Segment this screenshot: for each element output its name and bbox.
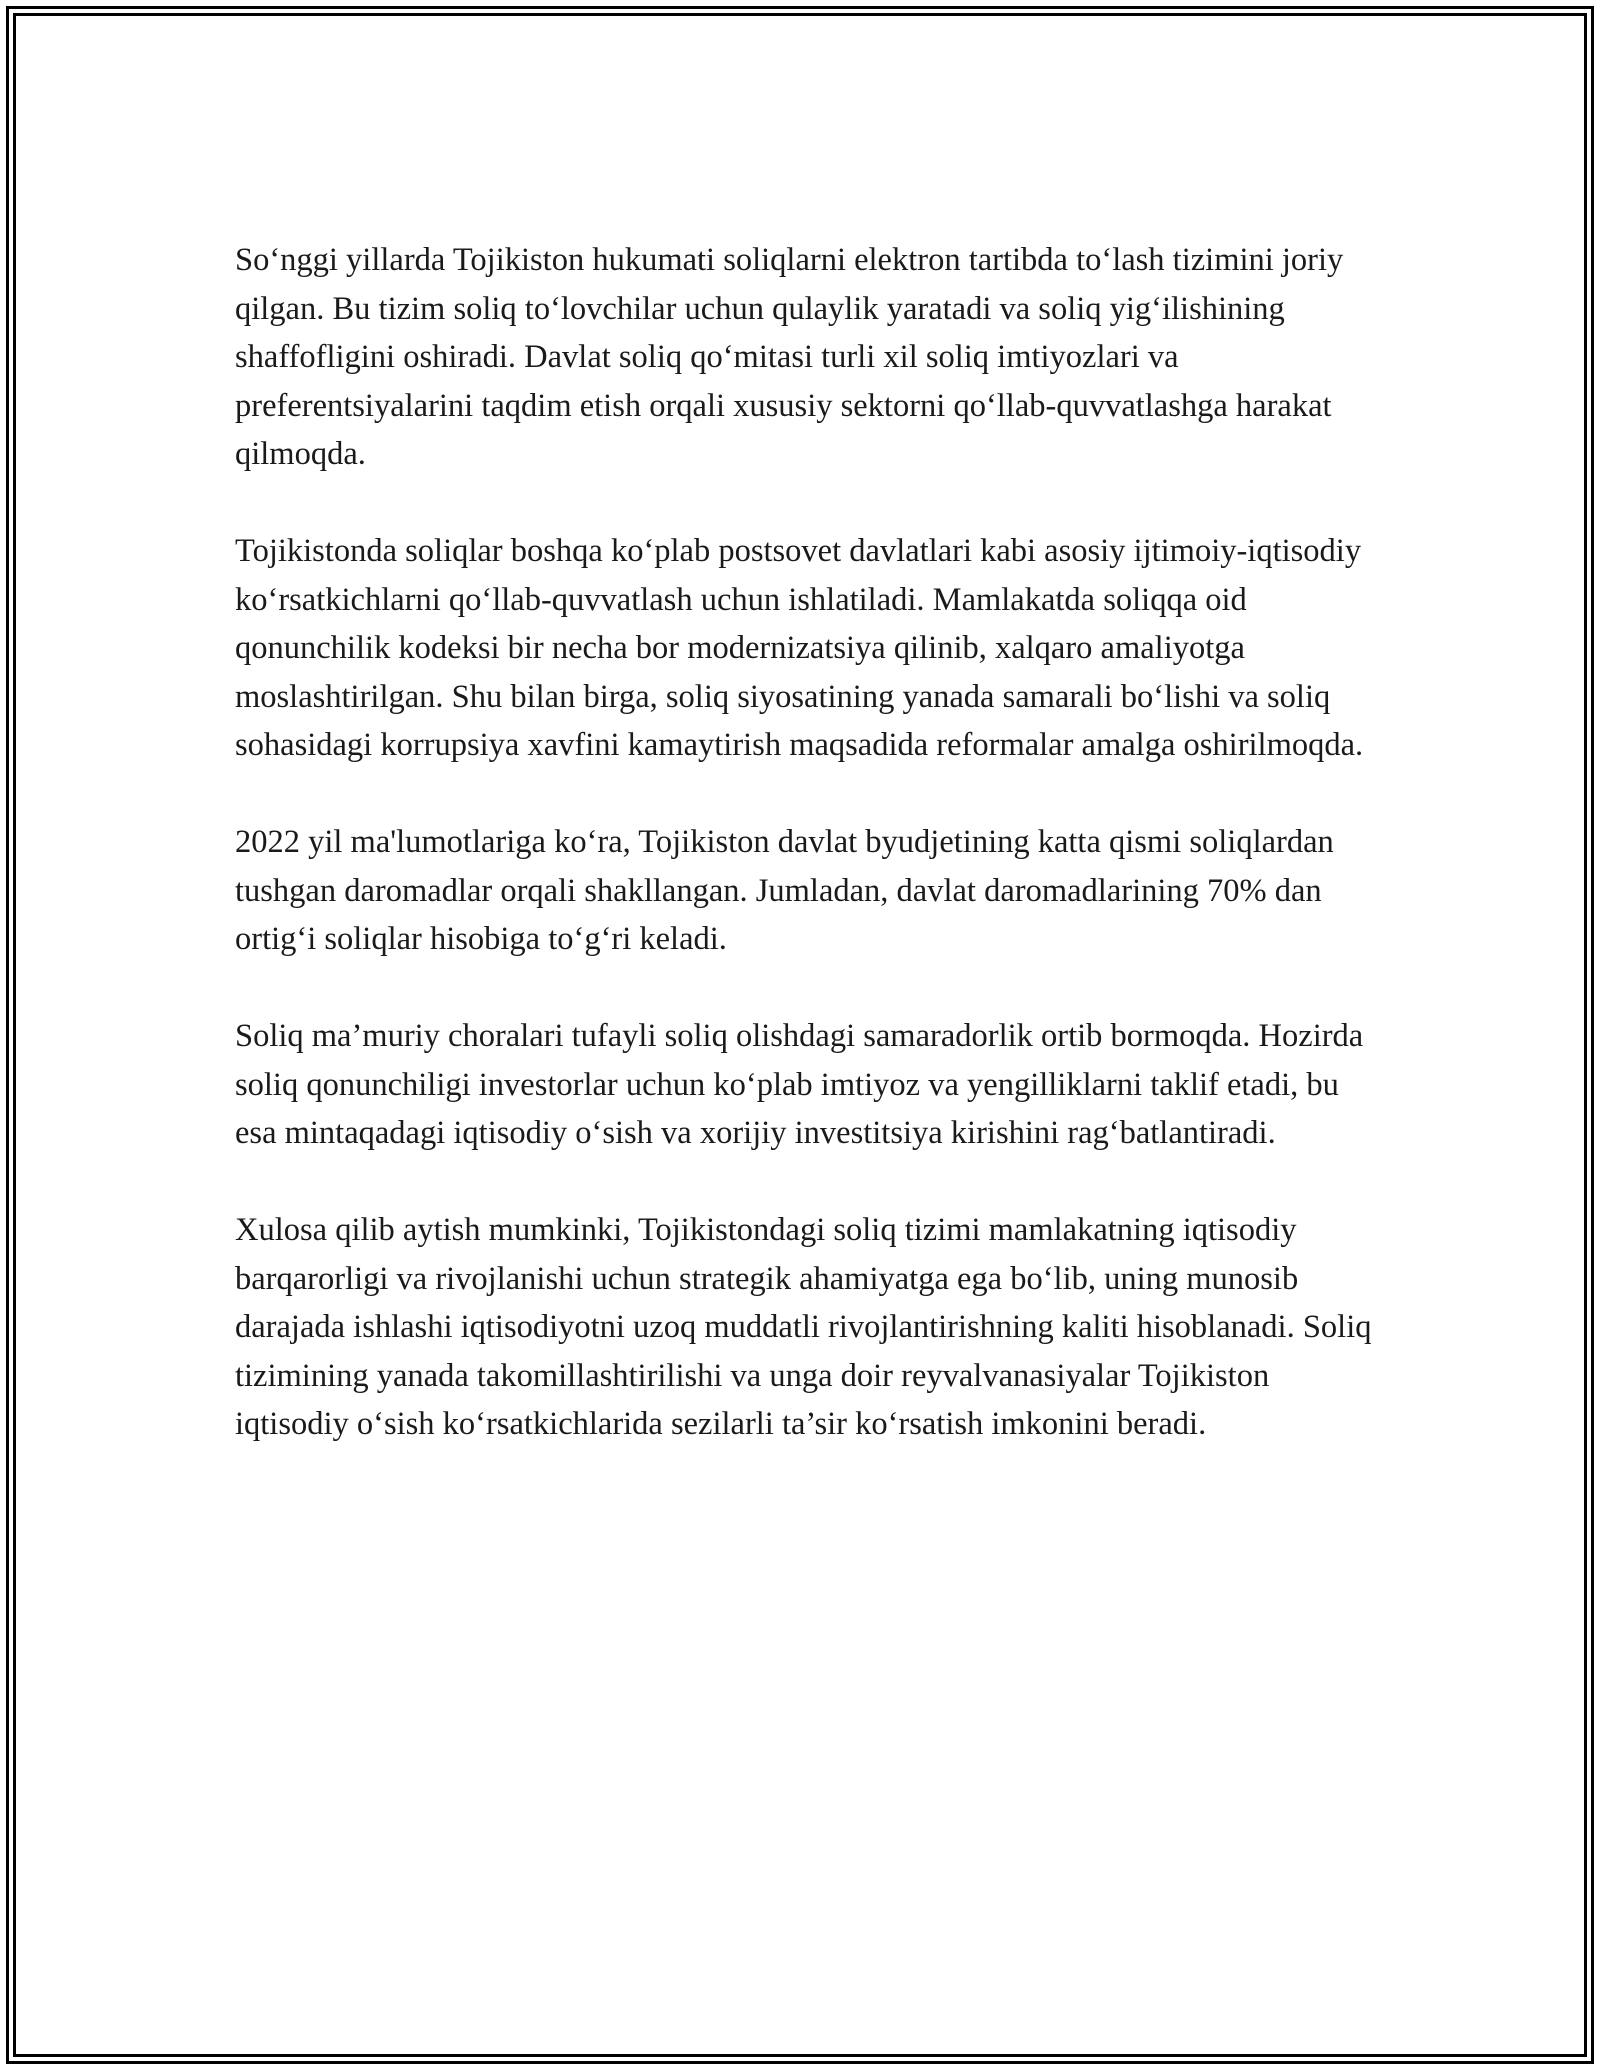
paragraph-4: Soliq ma’muriy choralari tufayli soliq olishdagi samaradorlik ortib bormoqda. Hozirda soliq qonunchiligi investorlar uchun ko‘plab imtiyoz va yengilliklarni taklif etadi, bu esa mintaqadagi iqtisodiy o‘sish va xorijiy investitsiya kirishini rag‘batlantiradi. bbox=[235, 1018, 1364, 1151]
paragraph-1: So‘nggi yillarda Tojikiston hukumati soliqlarni elektron tartibda to‘lash tizimini joriy qilgan. Bu tizim soliq to‘lovchilar uchun qulaylik yaratadi va soliq yig‘ilishining shaffofligini oshiradi. Davlat soliq qo‘mitasi turli xil soliq imtiyozlari va preferentsiyalarini taqdim etish orqali xususiy sektorni qo‘llab-quvvatlashga harakat qilmoqda. bbox=[235, 242, 1344, 472]
paragraph-3: 2022 yil ma'lumotlariga ko‘ra, Tojikiston davlat byudjetining katta qismi soliqlardan tushgan daromadlar orqali shakllangan. Jumladan, davlat daromadlarining 70% dan ortig‘i soliqlar hisobiga to‘g‘ri keladi. bbox=[235, 824, 1334, 957]
document-body bbox=[235, 236, 1375, 1449]
paragraph-2: Tojikistonda soliqlar boshqa ko‘plab postsovet davlatlari kabi asosiy ijtimoiy-iqtisodiy ko‘rsatkichlarni qo‘llab-quvvatlash uchun ishlatiladi. Mamlakatda soliqqa oid qonunchilik kodeksi bir necha bor modernizatsiya qilinib, xalqaro amaliyotga moslashtirilgan. Shu bilan birga, soliq siyosatining yanada samarali bo‘lishi va soliq sohasidagi korrupsiya xavfini kamaytirish maqsadida reformalar amalga oshirilmoqda. bbox=[235, 533, 1364, 763]
paragraph-5: Xulosa qilib aytish mumkinki, Tojikistondagi soliq tizimi mamlakatning iqtisodiy barqarorligi va rivojlanishi uchun strategik ahamiyatga ega bo‘lib, uning munosib darajada ishlashi iqtisodiyotni uzoq muddatli rivojlantirishning kaliti hisoblanadi. Soliq tizimining yanada takomillashtirilishi va unga doir reyvalvanasiyalar Tojikiston iqtisodiy o‘sish ko‘rsatkichlarida sezilarli ta’sir ko‘rsatish imkonini beradi. bbox=[235, 1212, 1372, 1442]
